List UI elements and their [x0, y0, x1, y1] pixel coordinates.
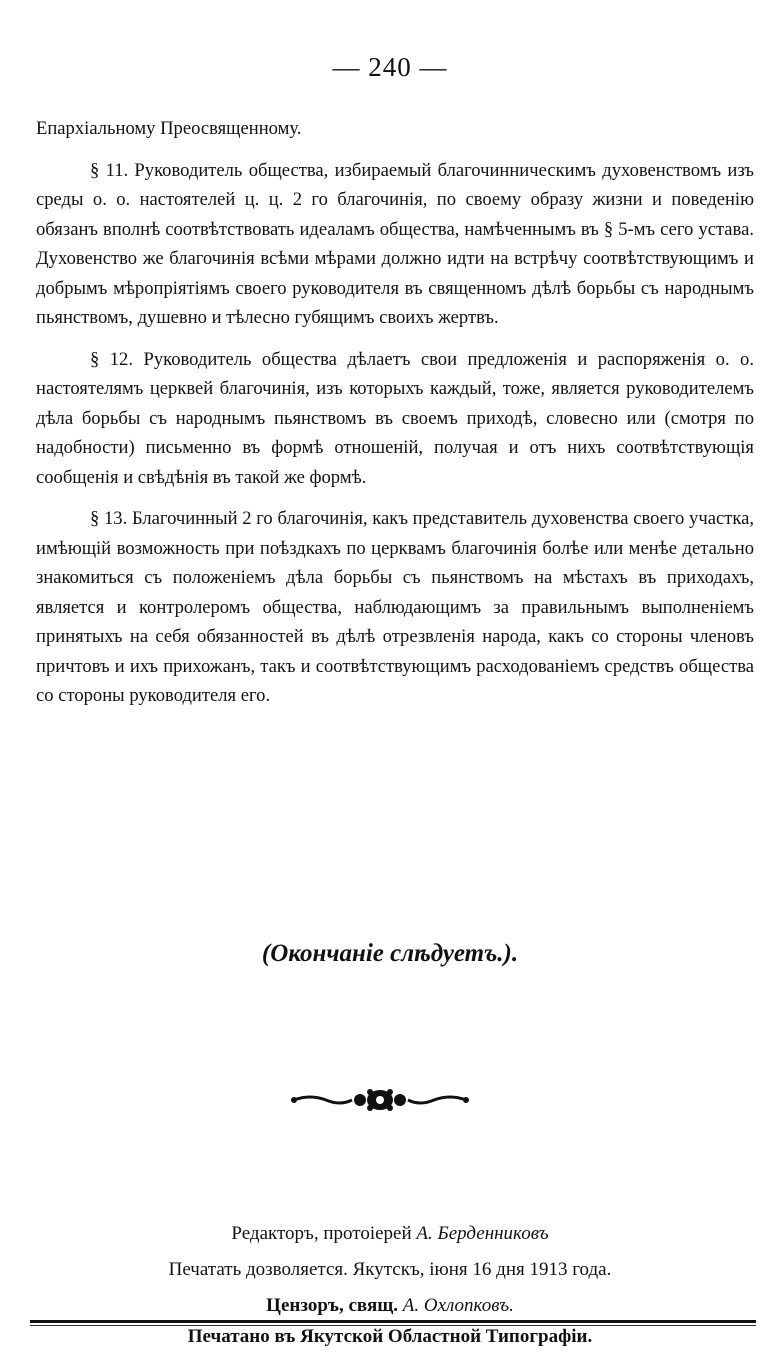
imprint — [0, 1216, 780, 1324]
censor-name: А. Охлопковъ. — [402, 1295, 514, 1316]
printer-line: Печатано въ Якутской Областной Типографіи. — [187, 1326, 593, 1347]
paragraph-section-13: § 13. Благочинный 2 го благочинія, какъ представитель духовенства своего участка, имѣющій возможность при поѣздкахъ по церквамъ благочинія болѣе или менѣе детально знакомиться съ положеніемъ дѣла борьбы съ пьянствомъ на мѣстахъ въ приходахъ, является и контролеромъ общества, наблюдающимъ за правильнымъ выполненіемъ принятыхъ на себя обязанностей въ дѣлѣ отрезвленія народа, какъ со стороны членовъ причтовъ и ихъ прихожанъ, такъ и соотвѣтствующимъ расходованіемъ средствъ общества со стороны руководителя его. — [36, 508, 754, 706]
censor-label: Цензоръ, свящ. — [266, 1295, 399, 1316]
footer-rule — [30, 1320, 756, 1323]
paragraph-continuation: Епархіальному Преосвященному. — [36, 118, 302, 139]
paragraph-section-12: § 12. Руководитель общества дѣлаетъ свои предложенія и распоряженія о. о. настоятелямъ церквей благочинія, изъ которыхъ каждый, тоже, является руководителемъ дѣла борьбы съ народнымъ пьянствомъ въ своемъ приходѣ, словесно или (смотря по надобности) письменно въ формѣ отношеній, получая и отъ нихъ соотвѣтствующія сообщенія и свѣдѣнія въ такой же формѣ. — [36, 348, 754, 488]
ornament-icon — [290, 1086, 470, 1114]
page-number: — 240 — — [332, 52, 448, 82]
editor-label: Редакторъ, протоіерей — [231, 1223, 412, 1244]
permission-line: Печатать дозволяется. Якутскъ, іюня 16 дня 1913 года. — [168, 1259, 612, 1280]
continued-note: (Окончаніе слѣдуетъ.). — [261, 940, 519, 967]
editor-line — [0, 1216, 780, 1252]
paragraph-section-11: § 11. Руководитель общества, избираемый благочинническимъ духовенствомъ изъ среды о. о. настоятелей ц. ц. 2 го благочинія, по своему образу жизни и поведенію обязанъ вполнѣ соотвѣтствовать идеаламъ общества, намѣченнымъ въ § 5-мъ сего устава. Духовенство же благочинія всѣми мѣрами должно идти на встрѣчу соотвѣтствующимъ и добрымъ мѣропріятіямъ своего руководителя въ священномъ дѣлѣ борьбы съ народнымъ пьянствомъ, душевно и тѣлесно губящимъ своихъ жертвъ. — [36, 159, 754, 328]
censor-line — [0, 1288, 780, 1324]
body-text — [36, 114, 754, 723]
editor-name: А. Берденниковъ — [416, 1223, 549, 1244]
